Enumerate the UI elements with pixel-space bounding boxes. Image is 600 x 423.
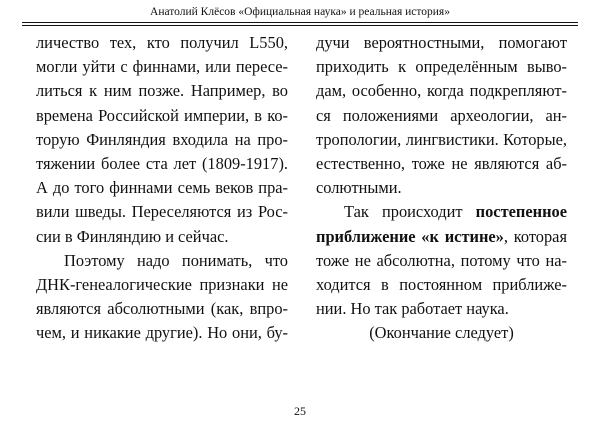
text-line: времена Российской империи, в ко- — [36, 105, 288, 125]
text-line: дучи вероятностными, помогают — [316, 33, 567, 52]
closing-note: (Окончание следует) — [369, 323, 514, 343]
text-line: А до того финнами семь веков пра- — [36, 178, 288, 198]
text-line: солютными. — [316, 178, 402, 198]
text-line: дам, особенно, когда подкрепляют- — [316, 81, 567, 101]
text-line: торую Финляндия входила на про- — [36, 129, 288, 149]
text-line: сии в Финляндию и сейчас. — [36, 226, 229, 246]
paragraph-first-line: Поэтому надо понимать, что — [64, 250, 288, 270]
text-run: Так происходит — [344, 202, 476, 222]
text-line: вили шведы. Переселяются из Рос- — [36, 202, 288, 222]
text-line: личество тех, кто получил L550, — [36, 33, 288, 52]
text-line: литься к ним позже. Например, во — [36, 81, 288, 101]
text-line — [316, 225, 567, 249]
text-line: ДНК-генеалогические признаки не — [36, 274, 288, 294]
right-column — [316, 31, 567, 345]
left-column — [36, 31, 288, 345]
text-line: могли уйти с финнами, или пересе- — [36, 57, 288, 77]
text-line: чем, и никакие другие). Но они, бу- — [36, 323, 288, 343]
header-rule-thin — [22, 25, 578, 26]
text-line: являются абсолютными (как, впро- — [36, 299, 288, 319]
running-header: Анатолий Клёсов «Официальная наука» и реальная история» — [150, 6, 450, 18]
text-line: тоже не абсолютна, потому что на- — [316, 250, 567, 270]
text-line: нии. Но так работает наука. — [316, 299, 509, 319]
page-number: 25 — [294, 404, 306, 418]
text-line: ходится в постоянном приближе- — [316, 274, 567, 294]
text-line: тяжении более ста лет (1809-1917). — [36, 153, 288, 173]
text-line: ся положениями археологии, ан- — [316, 105, 567, 125]
text-line: тропологии, лингвистики. Которые, — [316, 129, 567, 149]
bold-phrase: приближение «к истине» — [316, 226, 504, 246]
paragraph-first-line — [316, 200, 567, 224]
bold-phrase: постепенное — [475, 202, 567, 222]
text-line: естественно, тоже не являются аб- — [316, 153, 567, 173]
header-rule-thick — [22, 22, 578, 23]
text-line: приходить к определённым выво- — [316, 57, 567, 77]
text-run: , которая — [503, 226, 567, 246]
